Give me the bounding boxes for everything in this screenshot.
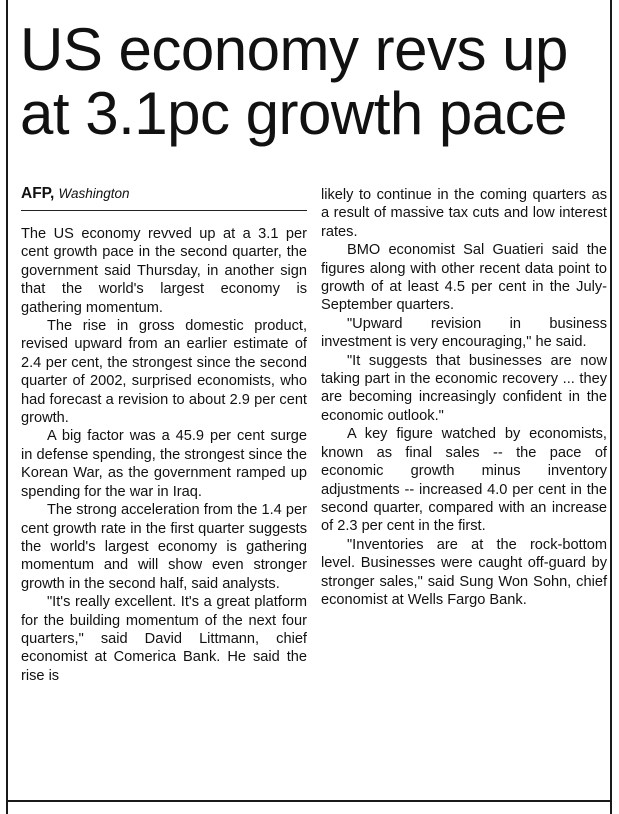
paragraph: The rise in gross domestic product, revised upward from an earlier estimate of 2.4 per cent, the strongest since the second quarter of 2002, surprised economists, who had forecast a revision to about 2.9 per cent growth. — [21, 318, 307, 427]
paragraph: "Upward revision in business investment is very encouraging," he said. — [321, 315, 607, 351]
paragraph: A big factor was a 45.9 per cent surge in defense spending, the strongest since the Korean War, as the government ramped up spending for the war in Iraq. — [21, 428, 307, 500]
headline-line-1: US economy revs up — [20, 16, 568, 83]
left-column-body — [21, 225, 307, 685]
article-column-right — [321, 186, 607, 609]
headline — [20, 18, 605, 146]
paragraph: A key figure watched by economists, known as final sales -- the pace of economic growth minus inventory adjustments -- increased 4.0 per cent in the second quarter, compared with an increase of 2.3 per cent in the first. — [321, 426, 607, 535]
paragraph: The strong acceleration from the 1.4 per cent growth rate in the first quarter suggests the world's largest economy is gathering momentum and will show even stronger growth in the second half, said analysts. — [21, 502, 307, 592]
headline-line-2: at 3.1pc growth pace — [20, 80, 568, 147]
bottom-border-rule — [6, 800, 612, 802]
left-border-rule — [6, 0, 8, 814]
paragraph: likely to continue in the coming quarters as a result of massive tax cuts and low interest rates. — [321, 187, 607, 240]
paragraph: BMO economist Sal Guatieri said the figures along with other recent data point to growth of at least 4.5 per cent in the July-September quarters. — [321, 242, 607, 314]
article-column-left — [21, 184, 307, 685]
paragraph: "It suggests that businesses are now taking part in the economic recovery ... they are becoming increasingly confident in the economic outlook." — [321, 352, 607, 424]
byline-dateline: Washington — [58, 186, 130, 201]
paragraph: "Inventories are at the rock-bottom level. Businesses were caught off-guard by stronger sales," said Sung Won Sohn, chief economist at Wells Fargo Bank. — [321, 536, 607, 608]
byline — [21, 184, 307, 211]
paragraph: The US economy revved up at a 3.1 per cent growth pace in the second quarter, the government said Thursday, in another sign that the world's largest economy is gathering momentum. — [21, 226, 307, 316]
paragraph: "It's really excellent. It's a great platform for the building momentum of the next four quarters," said David Littmann, chief economist at Comerica Bank. He said the rise is — [21, 594, 307, 684]
byline-agency: AFP, — [21, 185, 55, 202]
right-border-rule — [610, 0, 612, 814]
